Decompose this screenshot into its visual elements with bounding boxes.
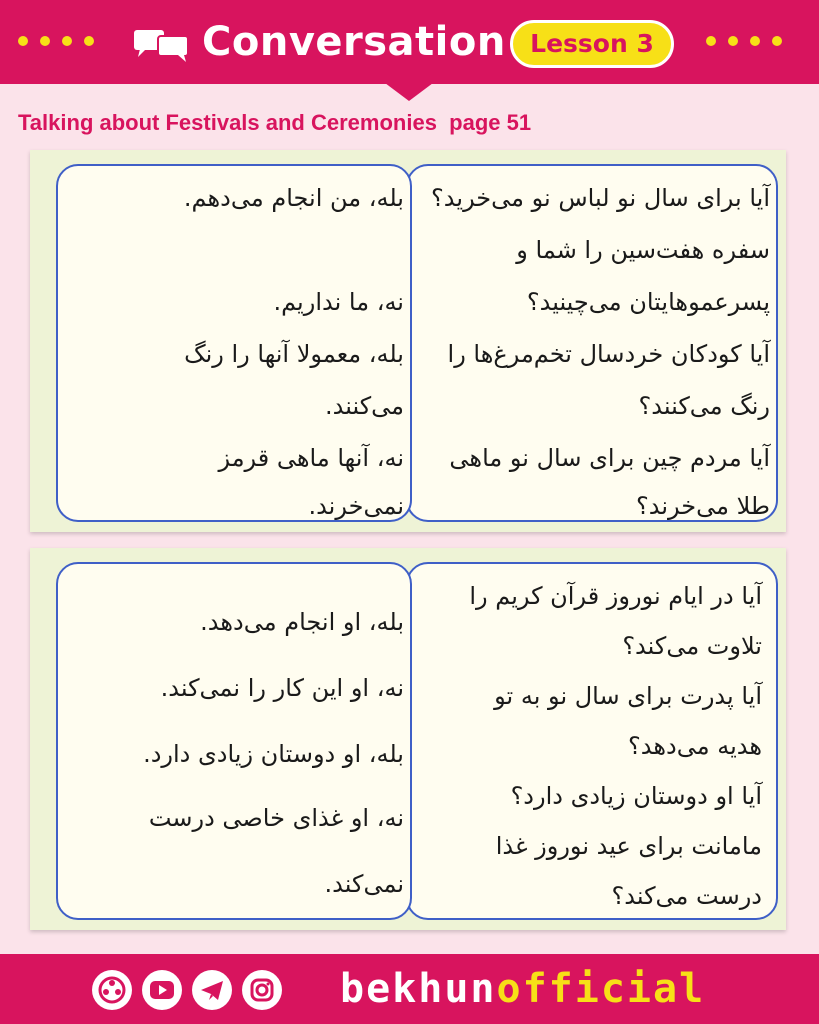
chat-bubbles-icon xyxy=(132,24,192,64)
question-line: آیا کودکان خردسال تخم‌مرغ‌ها را xyxy=(447,340,770,368)
question-line: آیا برای سال نو لباس نو می‌خرید؟ xyxy=(431,184,770,212)
instagram-icon[interactable] xyxy=(242,970,282,1010)
brand-handle[interactable] xyxy=(340,964,705,1014)
answers-card xyxy=(56,562,412,920)
question-line: تلاوت می‌کند؟ xyxy=(622,632,762,660)
conversation-panel-2 xyxy=(30,548,786,930)
question-line: آیا او دوستان زیادی دارد؟ xyxy=(510,782,762,810)
answer-line: نمی‌خرند. xyxy=(308,492,404,520)
question-line: پسرعموهایتان می‌چینید؟ xyxy=(526,288,770,316)
question-line: آیا پدرت برای سال نو به تو xyxy=(494,682,762,710)
question-line: رنگ می‌کنند؟ xyxy=(638,392,770,420)
question-line: سفره هفت‌سین را شما و xyxy=(516,236,770,264)
answer-line: نه، آنها ماهی قرمز xyxy=(218,444,404,472)
page-title: Conversation xyxy=(202,19,506,65)
answer-line: بله، او دوستان زیادی دارد. xyxy=(143,740,404,768)
film-reel-icon[interactable] xyxy=(92,970,132,1010)
questions-card xyxy=(406,562,778,920)
question-line: مامانت برای عید نوروز غذا xyxy=(495,832,762,860)
header-notch xyxy=(385,83,433,101)
answer-line: نه، او غذای خاصی درست xyxy=(148,804,404,832)
question-line: طلا می‌خرند؟ xyxy=(635,492,770,520)
questions-card xyxy=(406,164,778,522)
question-line: آیا در ایام نوروز قرآن کریم را xyxy=(469,582,762,610)
section-subtitle: Talking about Festivals and Ceremonies page 51 xyxy=(18,110,532,135)
brand-main: bekhun xyxy=(340,966,497,1012)
answer-line: نه، او این کار را نمی‌کند. xyxy=(160,674,404,702)
answer-line: بله، من انجام می‌دهم. xyxy=(183,184,404,212)
answer-line: نمی‌کند. xyxy=(324,870,404,898)
question-line: درست می‌کند؟ xyxy=(611,882,762,910)
answer-line: بله، معمولا آنها را رنگ xyxy=(184,340,404,368)
decor-dots-right xyxy=(706,36,782,46)
conversation-panel-1 xyxy=(30,150,786,532)
youtube-icon[interactable] xyxy=(142,970,182,1010)
lesson-badge: Lesson 3 xyxy=(510,20,674,68)
answer-line: می‌کنند. xyxy=(325,392,404,420)
answer-line: بله، او انجام می‌دهد. xyxy=(200,608,404,636)
brand-accent: official xyxy=(496,966,706,1012)
footer-bar xyxy=(0,954,819,1024)
header-bar xyxy=(0,0,819,84)
answers-card xyxy=(56,164,412,522)
telegram-icon[interactable] xyxy=(192,970,232,1010)
decor-dots-left xyxy=(18,36,94,46)
question-line: آیا مردم چین برای سال نو ماهی xyxy=(449,444,770,472)
question-line: هدیه می‌دهد؟ xyxy=(628,732,762,760)
answer-line: نه، ما نداریم. xyxy=(273,288,404,316)
